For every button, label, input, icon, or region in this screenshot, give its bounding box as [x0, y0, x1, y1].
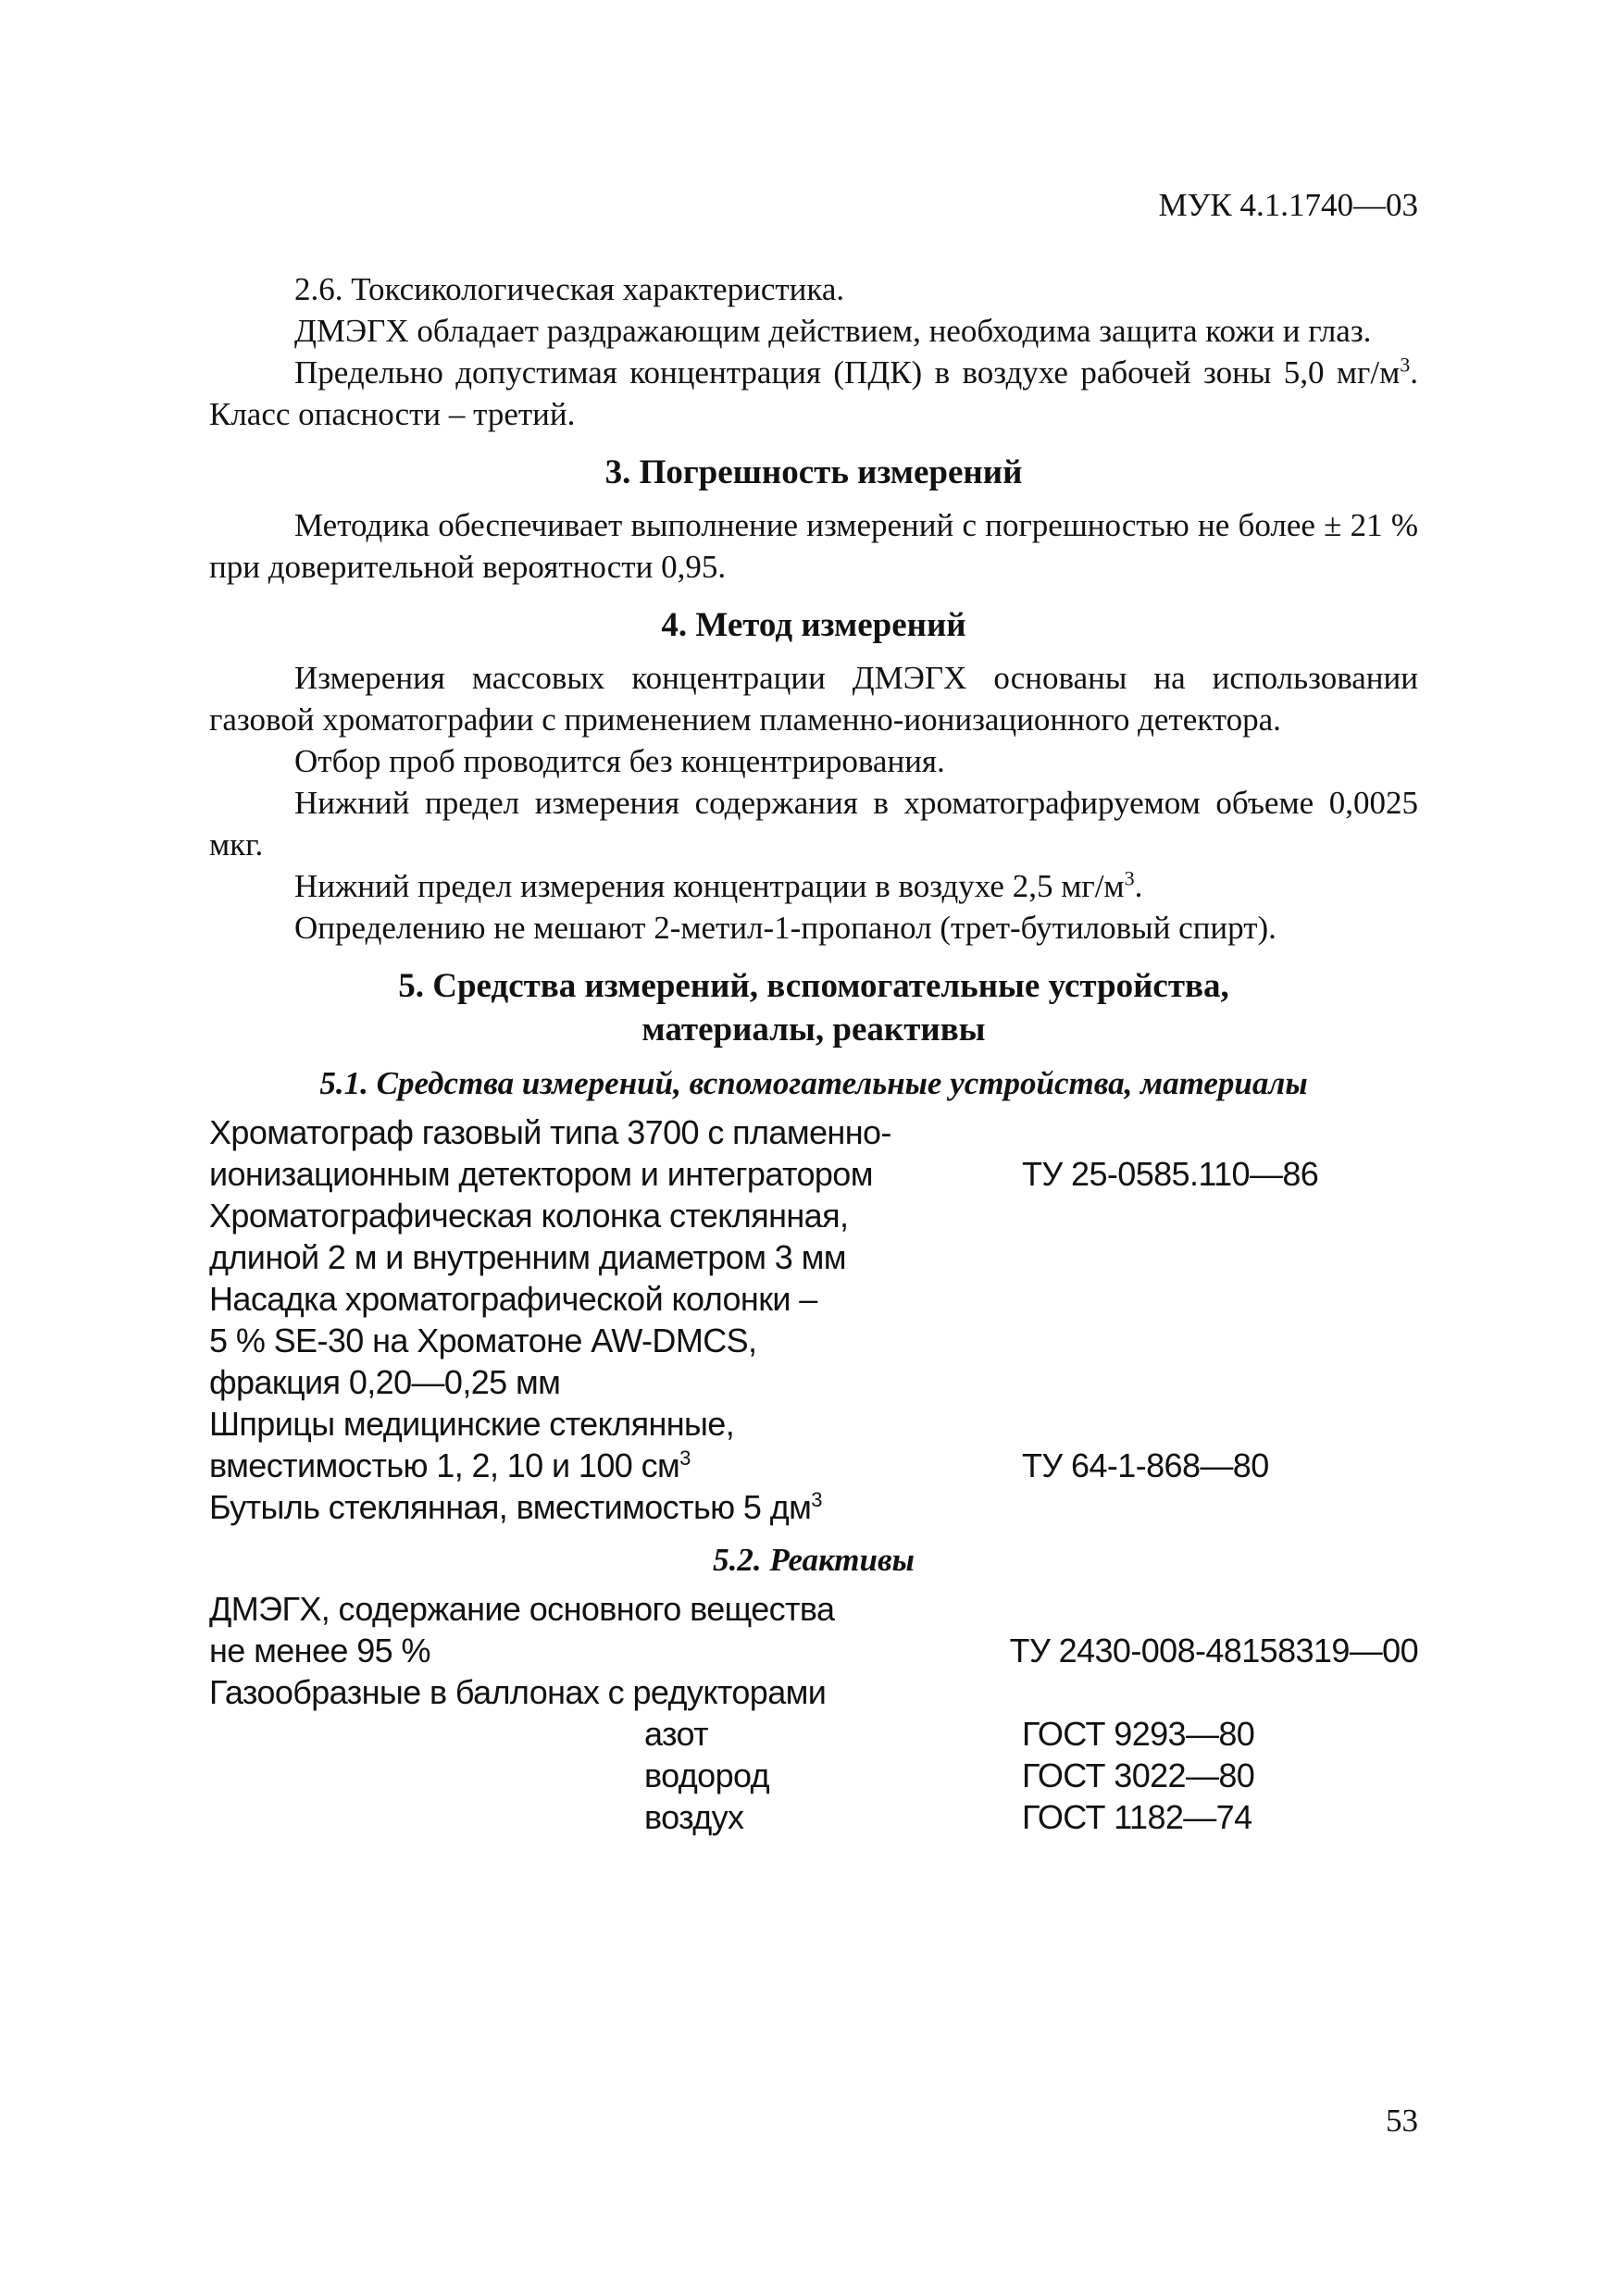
- superscript: 3: [1400, 353, 1411, 377]
- section-4-paragraph-3: Нижний предел измерения содержания в хроматографируемом объеме 0,0025 мкг.: [209, 785, 1418, 863]
- reagent-item: [209, 1671, 1418, 1713]
- document-page: [209, 0, 1418, 2296]
- section-4-paragraph-5: Определению не мешают 2-метил-1-пропанол (трет-бутиловый спирт).: [294, 910, 1277, 946]
- equipment-spec-ref: ТУ 25-0585.110—86: [1022, 1155, 1319, 1193]
- section-5-heading-line-1: 5. Средства измерений, вспомогательные устройства,: [398, 967, 1229, 1005]
- equipment-item: [209, 1195, 1418, 1278]
- superscript: 3: [1124, 866, 1135, 890]
- equipment-line: Шприцы медицинские стеклянные,: [209, 1405, 735, 1443]
- gas-name: воздух: [644, 1798, 744, 1836]
- section-5-heading: [209, 964, 1418, 1051]
- section-4-paragraph-2: Отбор проб проводится без концентрирования.: [294, 743, 945, 779]
- section-3-paragraph-1: Методика обеспечивает выполнение измерений с погрешностью не более ± 21 % при доверительной вероятности 0,95.: [209, 507, 1418, 585]
- equipment-spec-ref: ТУ 64-1-868—80: [1022, 1446, 1269, 1484]
- document-code-header: МУК 4.1.1740—03: [1158, 187, 1418, 223]
- section-2-6-paragraph-2: [209, 352, 1418, 435]
- document-body: [209, 268, 1418, 1838]
- section-5-2-subheading: 5.2. Реактивы: [713, 1542, 915, 1578]
- mac-text: Предельно допустимая концентрация (ПДК) в воздухе рабочей зоны 5,0 мг/м: [294, 354, 1401, 391]
- equipment-line-text: вместимостью 1, 2, 10 и 100 см: [209, 1446, 680, 1484]
- equipment-list: [209, 1111, 1418, 1528]
- equipment-item: [209, 1278, 1418, 1403]
- equipment-line: Хроматографическая колонка стеклянная,: [209, 1197, 849, 1235]
- gas-spec-ref: ГОСТ 9293—80: [1022, 1715, 1255, 1753]
- equipment-line: фракция 0,20—0,25 мм: [209, 1363, 561, 1401]
- section-4-heading: 4. Метод измерений: [661, 606, 966, 644]
- page-number: 53: [1386, 2103, 1418, 2139]
- equipment-item: [209, 1403, 1418, 1486]
- reagent-item: [209, 1588, 1418, 1671]
- section-2-6-title: 2.6. Токсикологическая характеристика.: [294, 271, 845, 307]
- section-5-heading-line-2: материалы, реактивы: [641, 1011, 986, 1049]
- equipment-line: [209, 1445, 1022, 1486]
- gas-name: азот: [644, 1715, 709, 1753]
- equipment-line: Насадка хроматографической колонки –: [209, 1280, 817, 1318]
- reagents-list: [209, 1588, 1418, 1838]
- section-4-paragraph-1: Измерения массовых концентрации ДМЭГХ основаны на использовании газовой хроматографии с применением пламенно-ионизационного детектора.: [209, 660, 1418, 738]
- equipment-line: [209, 1486, 1022, 1528]
- superscript: 3: [811, 1488, 822, 1511]
- gas-spec-ref: ГОСТ 3022—80: [1022, 1756, 1255, 1794]
- punctuation: .: [1134, 868, 1143, 904]
- reagent-line: Газообразные в баллонах с редукторами: [209, 1673, 827, 1711]
- equipment-line: длиной 2 м и внутренним диаметром 3 мм: [209, 1238, 846, 1276]
- equipment-line: Хроматограф газовый типа 3700 с пламенно-: [209, 1113, 891, 1151]
- section-2-6-paragraph-1: ДМЭГХ обладает раздражающим действием, необходима защита кожи и глаз.: [294, 313, 1372, 349]
- reagent-line: ДМЭГХ, содержание основного вещества: [209, 1590, 835, 1628]
- equipment-line-text: Бутыль стеклянная, вместимостью 5 дм: [209, 1488, 812, 1526]
- hazard-class-text: . Класс опасности – третий.: [209, 354, 1418, 432]
- section-5-1-subheading: 5.1. Средства измерений, вспомогательные устройства, материалы: [319, 1065, 1308, 1101]
- equipment-line: 5 % SE-30 на Хроматоне AW-DMCS,: [209, 1322, 757, 1359]
- gas-item: [209, 1755, 1418, 1796]
- reagent-line: не менее 95 %: [209, 1632, 430, 1669]
- gas-spec-ref: ГОСТ 1182—74: [1022, 1798, 1252, 1836]
- equipment-item: [209, 1486, 1418, 1528]
- gas-item: [209, 1713, 1418, 1755]
- equipment-item: [209, 1111, 1418, 1195]
- lower-limit-text: Нижний предел измерения концентрации в воздухе 2,5 мг/м: [294, 868, 1125, 904]
- gas-name: водород: [644, 1756, 770, 1794]
- superscript: 3: [679, 1446, 691, 1470]
- section-3-heading: 3. Погрешность измерений: [604, 453, 1023, 491]
- section-4-paragraph-4: [209, 865, 1418, 907]
- gas-item: [209, 1796, 1418, 1838]
- equipment-line: ионизационным детектором и интегратором: [209, 1155, 873, 1193]
- reagent-spec-ref: ТУ 2430-008-48158319—00: [1009, 1632, 1418, 1669]
